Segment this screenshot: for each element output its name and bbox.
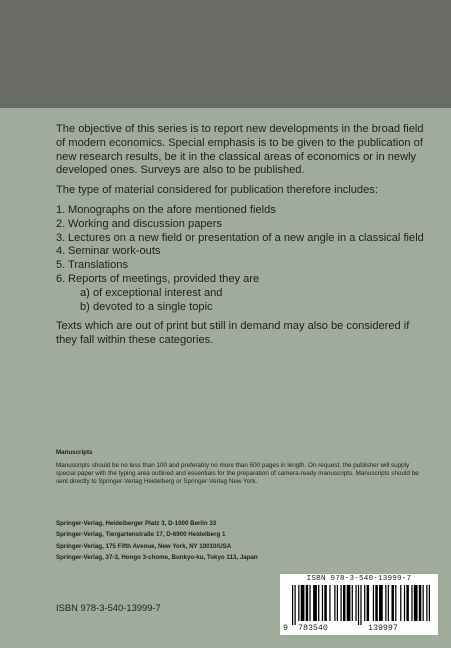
list-number: 3. — [56, 231, 66, 244]
list-item — [56, 273, 426, 287]
manuscripts-heading: Manuscripts — [56, 449, 93, 456]
list-item — [56, 232, 426, 246]
list-text: Seminar work-outs — [68, 245, 161, 258]
material-type-list — [56, 204, 426, 314]
barcode-icon — [292, 585, 430, 625]
barcode-digit-group: 9 — [283, 624, 288, 633]
material-type-intro: The type of material considered for publication therefore includes: — [56, 184, 378, 197]
list-number: 1. — [56, 203, 66, 216]
list-text: Working and discussion papers — [68, 217, 222, 230]
sub-list-item — [56, 287, 426, 301]
intro-paragraph: The objective of this series is to report new developments in the broad field of modern economics. Special emphasis is to be given to the publication of new research results, be it in the classical areas of economics or in newly developed ones. Surveys are also to be published. — [56, 123, 424, 177]
list-item — [56, 218, 426, 232]
barcode-isbn-label: ISBN 978-3-540-13999-7 — [306, 575, 412, 583]
barcode-digit-group: 139997 — [368, 624, 398, 633]
list-text: Lectures on a new field or presentation of a new angle in a classical field — [68, 231, 424, 244]
manuscripts-body: Manuscripts should be no less than 100 and preferably no more than 500 pages in length. On request, the publisher will supply special paper with the typing area outlined and essentials for the preparation of camera-ready manuscripts. Manuscripts should be sent directly to Springer-Verlag Heidelberg or Springer-Verlag New York. — [56, 462, 419, 486]
address-line: Springer-Verlag, 175 Fifth Avenue, New York, NY 10010/USA — [56, 542, 232, 550]
address-line: Springer-Verlag, 37-3, Hongo 3-chome, Bunkyo-ku, Tokyo 113, Japan — [56, 554, 258, 562]
series-description — [56, 123, 426, 348]
list-text: Translations — [68, 259, 129, 272]
list-item — [56, 204, 426, 218]
isbn-text: ISBN 978-3-540-13999-7 — [56, 602, 161, 613]
sub-list-item — [56, 301, 426, 315]
list-number: 4. — [56, 245, 66, 258]
list-item — [56, 259, 426, 273]
barcode-digit-group: 783540 — [298, 624, 328, 633]
list-text: Reports of meetings, provided they are — [68, 272, 260, 285]
publisher-addresses — [56, 518, 416, 564]
list-number: 2. — [56, 217, 66, 230]
list-number: 6. — [56, 272, 66, 285]
address-line: Springer-Verlag, Tiergartenstraße 17, D-6900 Heidelberg 1 — [56, 531, 226, 539]
meeting-condition: b) devoted to a single topic — [80, 300, 213, 313]
barcode-box — [280, 574, 438, 635]
cover-top-band — [0, 0, 451, 108]
list-text: Monographs on the afore mentioned fields — [68, 203, 276, 216]
meeting-condition: a) of exceptional interest and — [80, 286, 223, 299]
list-number: 5. — [56, 259, 66, 272]
out-of-print-note: Texts which are out of print but still in demand may also be considered if they fall within these categories. — [56, 320, 410, 347]
list-item — [56, 245, 426, 259]
address-line: Springer-Verlag, Heidelberger Platz 3, D-1000 Berlin 33 — [56, 520, 217, 527]
